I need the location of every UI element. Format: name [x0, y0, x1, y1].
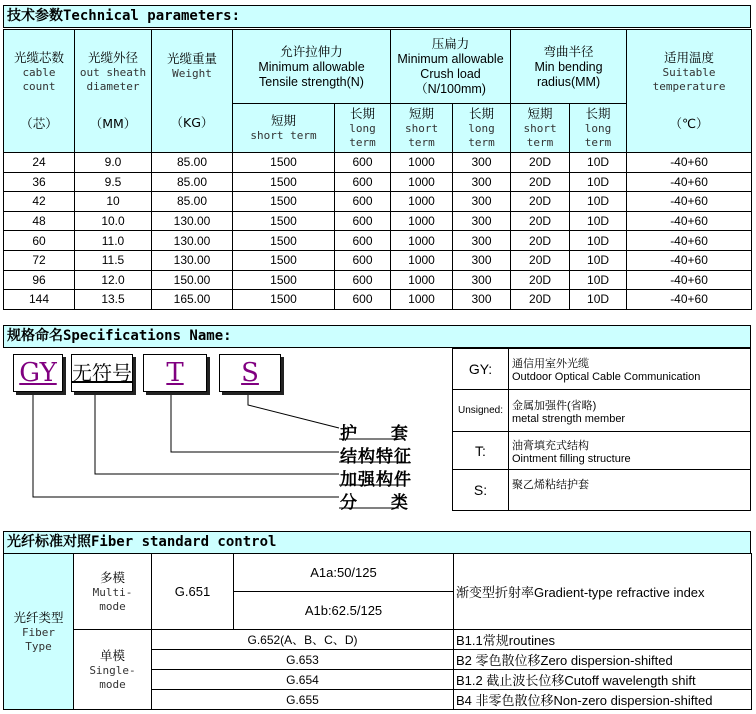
table-cell: 300: [453, 290, 511, 310]
table-cell: 20D: [511, 290, 570, 310]
crush-short-term: 短期 short term: [391, 104, 453, 153]
fiber-type-cell: 光纤类型 Fiber Type: [4, 554, 74, 710]
table-cell: 60: [4, 231, 75, 251]
fiber-standard-header: 光纤标准对照Fiber standard control: [3, 531, 751, 554]
specifications-area: [3, 348, 751, 513]
table-cell: 85.00: [152, 153, 233, 173]
table-cell: 1500: [233, 270, 335, 290]
col-crush: 压扁力 Minimum allowable Crush load （N/100mm): [391, 30, 511, 104]
table-cell: 10D: [570, 172, 627, 192]
specifications-header: 规格命名Specifications Name:: [3, 325, 751, 348]
table-cell: 10: [75, 192, 152, 212]
bending-short-term: 短期 short term: [511, 104, 570, 153]
gradient-cell: 渐变型折射率Gradient-type refractive index: [454, 554, 752, 630]
code-gy: GY: [13, 354, 63, 392]
table-cell: 11.5: [75, 250, 152, 270]
table-cell: 1500: [233, 153, 335, 173]
technical-parameters-table: [3, 29, 752, 310]
table-cell: -40+60: [627, 172, 752, 192]
table-cell: 600: [335, 172, 391, 192]
col-tensile: 允许拉伸力 Minimum allowable Tensile strength(N): [233, 30, 391, 104]
table-cell: 10D: [570, 153, 627, 173]
desc-g655: B4 非零色散位移Non-zero dispersion-shifted: [454, 690, 752, 710]
desc-g654: B1.2 截止波长位移Cutoff wavelength shift: [454, 670, 752, 690]
code-s: S: [219, 354, 281, 392]
table-cell: 20D: [511, 192, 570, 212]
crush-long-term: 长期 long term: [453, 104, 511, 153]
table-cell: 13.5: [75, 290, 152, 310]
table-row: [4, 250, 752, 270]
table-row: [4, 270, 752, 290]
table-cell: 10.0: [75, 211, 152, 231]
table-cell: 1500: [233, 290, 335, 310]
table-cell: 300: [453, 270, 511, 290]
desc-g653: B2 零色散位移Zero dispersion-shifted: [454, 650, 752, 670]
a1a-cell: A1a:50/125: [234, 554, 454, 592]
legend-row-t: T: 油膏填充式结构 Ointment filling structure: [453, 432, 751, 470]
table-cell: 130.00: [152, 211, 233, 231]
table-cell: 42: [4, 192, 75, 212]
table-cell: -40+60: [627, 290, 752, 310]
table-cell: 144: [4, 290, 75, 310]
legend-row-gy: GY: 通信用室外光缆 Outdoor Optical Cable Communication: [453, 349, 751, 390]
table-cell: 12.0: [75, 270, 152, 290]
table-cell: 1000: [391, 172, 453, 192]
table-cell: 10D: [570, 290, 627, 310]
table-cell: 11.0: [75, 231, 152, 251]
table-cell: 36: [4, 172, 75, 192]
table-cell: 150.00: [152, 270, 233, 290]
table-cell: 165.00: [152, 290, 233, 310]
table-cell: 24: [4, 153, 75, 173]
table-cell: 1500: [233, 231, 335, 251]
technical-data-rows: [4, 153, 752, 310]
table-cell: 300: [453, 153, 511, 173]
part-sheath: 护 套: [340, 424, 422, 444]
table-cell: 10D: [570, 211, 627, 231]
table-cell: 1500: [233, 250, 335, 270]
table-cell: 20D: [511, 211, 570, 231]
code-unsigned: 无符号: [71, 354, 133, 392]
table-cell: 1500: [233, 172, 335, 192]
table-cell: 1000: [391, 250, 453, 270]
table-cell: 600: [335, 192, 391, 212]
table-cell: 600: [335, 250, 391, 270]
table-cell: -40+60: [627, 231, 752, 251]
table-cell: 300: [453, 250, 511, 270]
table-cell: 300: [453, 172, 511, 192]
table-cell: 1000: [391, 153, 453, 173]
table-cell: -40+60: [627, 192, 752, 212]
table-cell: 20D: [511, 250, 570, 270]
table-cell: 20D: [511, 231, 570, 251]
table-cell: 48: [4, 211, 75, 231]
std-g653: G.653: [152, 650, 454, 670]
table-cell: -40+60: [627, 270, 752, 290]
std-g652: G.652(A、B、C、D): [152, 630, 454, 650]
table-cell: 1500: [233, 192, 335, 212]
table-cell: 20D: [511, 172, 570, 192]
table-cell: 96: [4, 270, 75, 290]
table-cell: 9.0: [75, 153, 152, 173]
table-row: [4, 153, 752, 173]
table-cell: 10D: [570, 192, 627, 212]
table-cell: 1000: [391, 231, 453, 251]
table-cell: -40+60: [627, 250, 752, 270]
part-strength-member: 加强构件: [340, 470, 412, 490]
table-cell: 20D: [511, 270, 570, 290]
table-cell: 85.00: [152, 192, 233, 212]
table-cell: 600: [335, 211, 391, 231]
col-bending: 弯曲半径 Min bending radius(MM): [511, 30, 627, 104]
table-row: [4, 231, 752, 251]
col-weight: 光缆重量 Weight （KG）: [152, 30, 233, 153]
tensile-short-term: 短期 short term: [233, 104, 335, 153]
table-cell: 1500: [233, 211, 335, 231]
col-temperature: 适用温度 Suitable temperature （℃）: [627, 30, 752, 153]
single-mode-cell: 单模 Single- mode: [74, 630, 152, 710]
fiber-standard-table: [3, 553, 752, 710]
table-cell: 600: [335, 290, 391, 310]
specifications-legend: [452, 348, 751, 511]
table-row: [4, 211, 752, 231]
legend-row-unsigned: Unsigned: 金属加强件(省略) metal strength member: [453, 390, 751, 432]
table-cell: 600: [335, 231, 391, 251]
table-cell: 72: [4, 250, 75, 270]
table-row: [4, 290, 752, 310]
part-structure: 结构特征: [340, 447, 412, 467]
table-cell: -40+60: [627, 153, 752, 173]
technical-parameters-header: 技术参数Technical parameters:: [3, 5, 751, 28]
table-cell: 300: [453, 231, 511, 251]
tensile-long-term: 长期 long term: [335, 104, 391, 153]
table-cell: 1000: [391, 211, 453, 231]
std-g654: G.654: [152, 670, 454, 690]
table-cell: 1000: [391, 192, 453, 212]
table-row: [4, 172, 752, 192]
table-cell: 1000: [391, 270, 453, 290]
table-cell: 10D: [570, 250, 627, 270]
table-cell: 130.00: [152, 250, 233, 270]
table-cell: 20D: [511, 153, 570, 173]
a1b-cell: A1b:62.5/125: [234, 592, 454, 630]
table-cell: 10D: [570, 231, 627, 251]
table-cell: 130.00: [152, 231, 233, 251]
bending-long-term: 长期 long term: [570, 104, 627, 153]
col-cable-count: 光缆芯数 cable count （芯）: [4, 30, 75, 153]
table-cell: -40+60: [627, 211, 752, 231]
part-classification: 分 类: [340, 493, 422, 513]
table-row: [4, 192, 752, 212]
legend-row-s: S: 聚乙烯粘结护套: [453, 470, 751, 511]
multi-mode-cell: 多模 Multi- mode: [74, 554, 152, 630]
table-cell: 300: [453, 192, 511, 212]
table-cell: 300: [453, 211, 511, 231]
table-cell: 85.00: [152, 172, 233, 192]
g651-cell: G.651: [152, 554, 234, 630]
table-cell: 600: [335, 153, 391, 173]
table-cell: 600: [335, 270, 391, 290]
table-cell: 9.5: [75, 172, 152, 192]
table-cell: 10D: [570, 270, 627, 290]
std-g655: G.655: [152, 690, 454, 710]
col-sheath-diameter: 光缆外径 out sheath diameter （MM）: [75, 30, 152, 153]
code-t: T: [143, 354, 207, 392]
desc-g652: B1.1常规routines: [454, 630, 752, 650]
table-cell: 1000: [391, 290, 453, 310]
